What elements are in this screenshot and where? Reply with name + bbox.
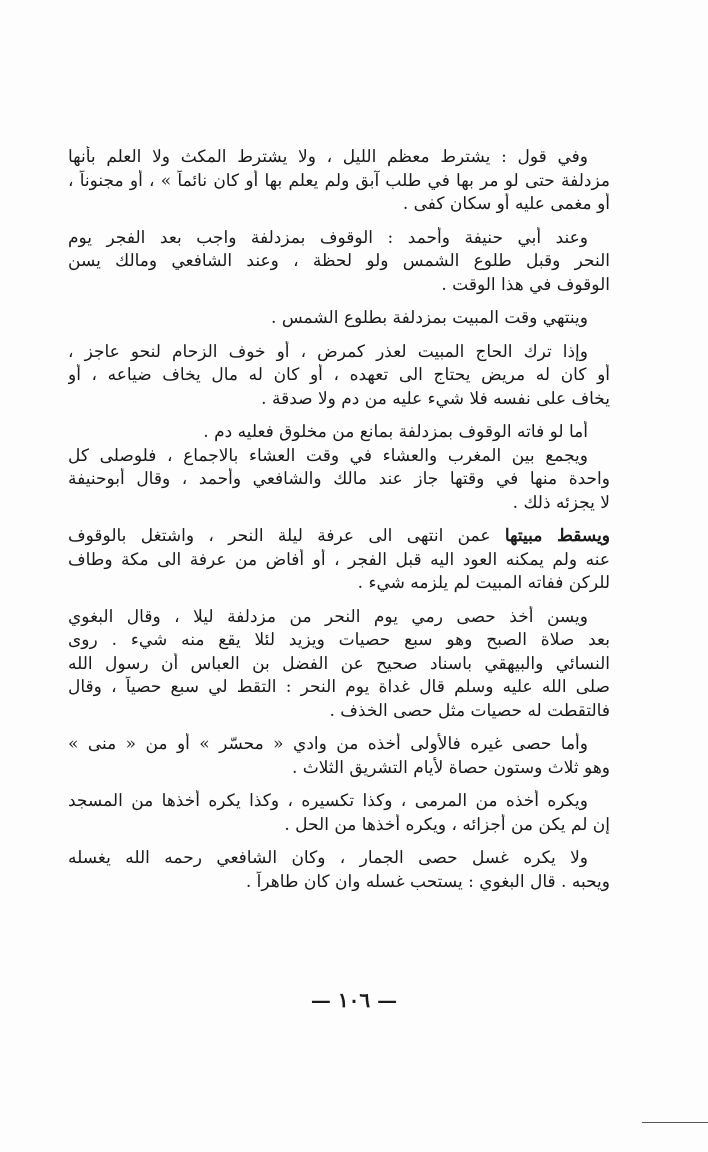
paragraph: [68, 606, 610, 724]
text-line: بعد صلاة الصبح وهو سبع حصيات ويزيد لئلا يقع منه شيء . روى: [68, 630, 610, 650]
paragraph: [68, 790, 610, 837]
text-line: ولا يكره غسل حصى الجمار ، وكان الشافعي رحمه الله يغسله: [68, 848, 588, 868]
text-line: [68, 525, 610, 549]
text-line: النحر وقبل طلوع الشمس ولو لحظة ، وعند الشافعي ومالك يسن: [68, 251, 610, 271]
text-line: وينتهي وقت المبيت بمزدلفة بطلوع الشمس .: [271, 308, 588, 328]
paragraph: [68, 307, 610, 331]
text-run: عمن انتهى الى عرفة ليلة النحر ، واشتغل بالوقوف: [68, 526, 491, 546]
bottom-rule: [642, 1122, 708, 1123]
paragraph: [68, 733, 610, 780]
paragraph: [68, 341, 610, 412]
text-line: أما لو فاته الوقوف بمزدلفة بمانع من مخلوق فعليه دم .: [203, 422, 588, 442]
text-line: وفي قول : يشترط معظم الليل ، ولا يشترط المكث ولا العلم بأنها: [68, 147, 588, 167]
text-line: واحدة منها في وقتها جاز عند مالك والشافعي وأحمد ، وقال أبوحنيفة: [68, 469, 610, 489]
text-line: ويجمع بين المغرب والعشاء في وقت العشاء بالاجماع ، فلوصلى كل: [68, 445, 588, 466]
paragraph: [68, 146, 610, 217]
text-line: مزدلفة حتى لو مر بها في طلب آبق ولم يعلم بها أو كان نائماً » ، أو مجنوناً ،: [68, 170, 610, 191]
text-line: أو مغمى عليه أو سكان كفى .: [402, 194, 610, 214]
paragraph: [68, 227, 610, 298]
text-line: وإذا ترك الحاج المبيت لعذر كمرض ، أو خوف الزحام لنحو عاجز ،: [68, 341, 588, 362]
text-line: النسائي والبيهقي باسناد صحيح عن الفضل بن العباس أن رسول الله: [68, 653, 610, 674]
paragraph: [68, 847, 610, 894]
text-line: ويحبه . قال البغوي : يستحب غسله وان كان طاهراً .: [245, 871, 610, 892]
lead-term: ويسقط مبيتها: [504, 526, 610, 546]
text-line: الوقوف في هذا الوقت .: [441, 274, 610, 295]
text-line: فالتقطت له حصيات مثل حصى الخذف .: [329, 700, 610, 721]
body-text: [68, 146, 610, 900]
text-line: عنه ولم يمكنه العود اليه قبل الفجر ، أو أفاض من عرفة الى مكة وطاف: [68, 549, 610, 570]
text-line: لا يجزئه ذلك .: [512, 492, 610, 513]
text-line: صلى الله عليه وسلم قال غداة يوم النحر : التقط لي سبع حصياً ، وقال: [68, 677, 610, 697]
text-line: وعند أبي حنيفة وأحمد : الوقوف بمزدلفة واجب بعد الفجر يوم: [68, 227, 588, 248]
text-line: وأما حصى غيره فالأولى أخذه من وادي « محسّر » أو من « منى »: [68, 734, 588, 754]
text-line: إن لم يكن من أجزائه ، ويكره أخذها من الحل .: [284, 814, 610, 835]
text-line: للركن ففاته المبيت لم يلزمه شيء .: [357, 573, 610, 593]
text-line: ويسن أخذ حصى رمي يوم النحر من مزدلفة ليلا ، وقال البغوي: [68, 606, 588, 627]
paragraph: [68, 421, 610, 515]
page-number: — ١٠٦ —: [310, 988, 398, 1012]
text-line: ويكره أخذه من المرمى ، وكذا تكسيره ، وكذا يكره أخذها من المسجد: [68, 791, 588, 811]
text-line: أو كان له مريض يحتاج الى تعهده ، أو كان له مال يخاف ضياعه ، أو: [68, 365, 610, 385]
paragraph: [68, 525, 610, 596]
text-line: وهو ثلاث وستون حصاة لأيام التشريق الثلاث .: [291, 757, 610, 778]
text-line: يخاف على نفسه فلا شيء عليه من دم ولا صدقة .: [261, 388, 610, 409]
